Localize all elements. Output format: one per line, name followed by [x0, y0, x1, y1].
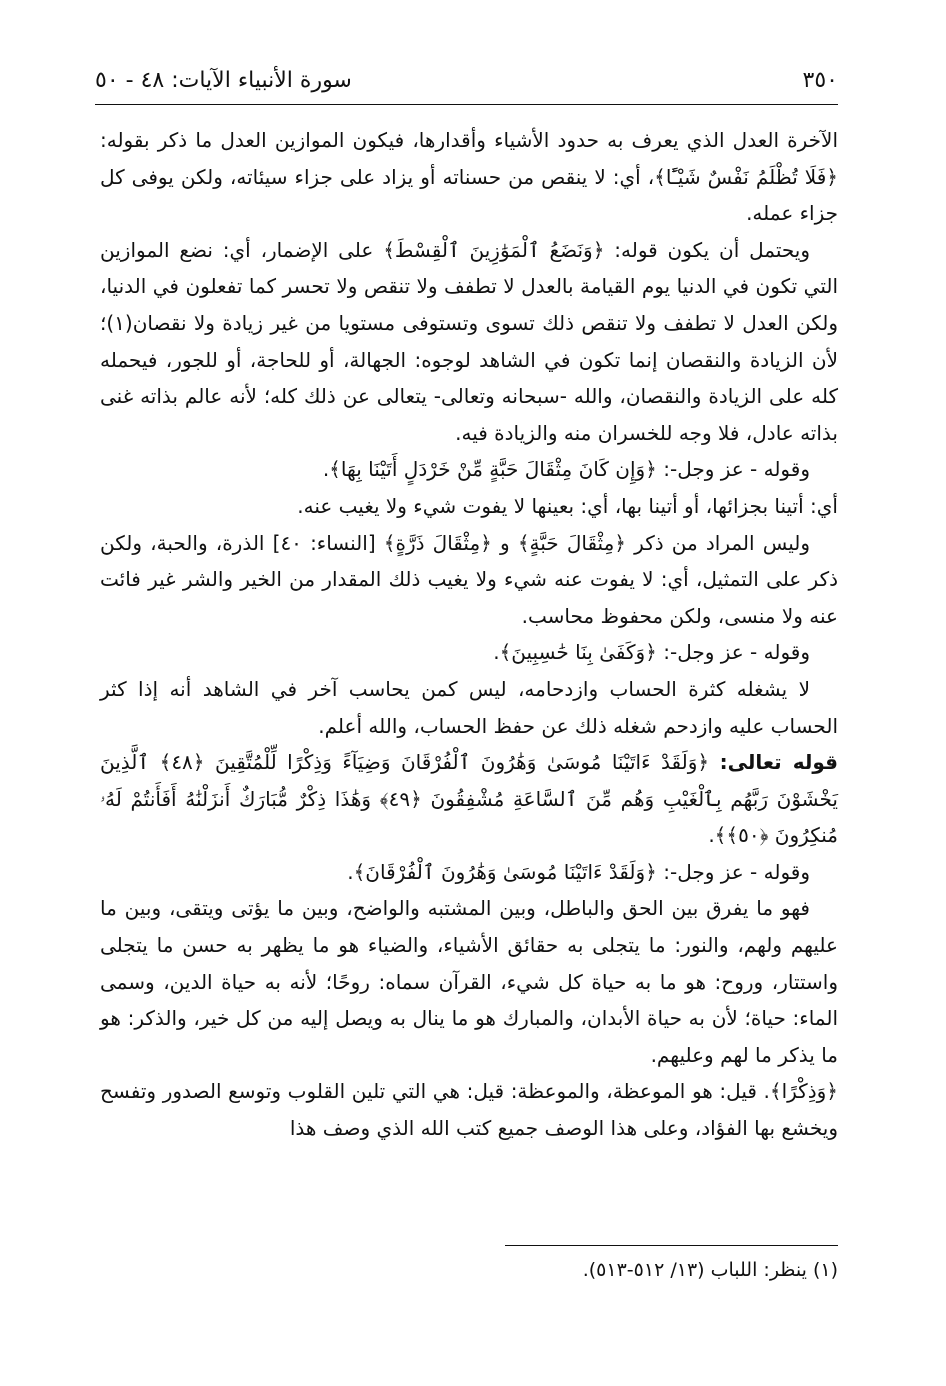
paragraph: وقوله - عز وجل-: ﴿وَلَقَدْ ءَاتَيْنَا مُوسَىٰ وَهَٰرُونَ ٱلْفُرْقَانَ﴾.: [347, 859, 810, 884]
paragraph: وليس المراد من ذكر ﴿مِثْقَالَ حَبَّةٍ﴾ و ﴿مِثْقَالَ ذَرَّةٍ﴾ [النساء: ٤٠] الذرة، والحبة، ولكن ذكر على التمثيل، أي: لا يفوت عنه شيء ولا يغيب ذلك المقدار من الخير والشر غير فائت عنه ولا منسى، ولكن محفوظ محاسب.: [100, 530, 838, 628]
paragraph: ويحتمل أن يكون قوله: ﴿وَنَضَعُ ٱلْمَوَٰزِينَ ٱلْقِسْطَ﴾ على الإضمار، أي: نضع الموازين التي تكون في الدنيا يوم القيامة بالعدل لا تطفف ولا تنقص ولا تحسر كما تفعلون في الدنيا، ولكن العدل لا تطفف ولا تنقص ذلك تسوى وتستوفى مستويا من غير زيادة ولا نقصان(١)؛ لأن الزيادة والنقصان إنما تكون في الشاهد لوجوه: الجهالة، أو للحاجة، أو للجور، فيحمله كله على الزيادة والنقصان، والله -سبحانه وتعالى- يتعالى عن ذلك كله؛ لأنه عالم بذاته غنى بذاته عادل، فلا وجه للخسران منه والزيادة فيه.: [100, 237, 838, 445]
paragraph: ﴿وَذِكْرًا﴾. قيل: هو الموعظة، والموعظة: قيل: هي التي تلين القلوب وتوسع الصدور وتفسح ويخشع بها الفؤاد، وعلى هذا الوصف جميع كتب الله الذي وصف هذا: [100, 1079, 838, 1141]
paragraph: الآخرة العدل الذي يعرف به حدود الأشياء وأقدارها، فيكون الموازين العدل ما ذكر بقوله: ﴿فَلَا تُظْلَمُ نَفْسٌ شَيْـًٔا﴾، أي: لا ينقص من حسناته أو يزاد على جزاء سيئاته، ولكن يوفى كل جزاء عمله.: [100, 128, 838, 226]
paragraph: وقوله - عز وجل-: ﴿وَكَفَىٰ بِنَا حَٰسِبِينَ﴾.: [493, 640, 810, 665]
paragraph: وقوله - عز وجل-: ﴿وَإِن كَانَ مِثْقَالَ حَبَّةٍ مِّنْ خَرْدَلٍ أَتَيْنَا بِهَا﴾.: [322, 457, 810, 482]
verse-text: ﴿وَلَقَدْ ءَاتَيْنَا مُوسَىٰ وَهَٰرُونَ ٱلْفُرْقَانَ وَضِيَآءً وَذِكْرًا لِّلْمُتَّقِينَ ﴿٤٨﴾ ٱلَّذِينَ يَخْشَوْنَ رَبَّهُم بِٱلْغَيْبِ وَهُم مِّنَ ٱلسَّاعَةِ مُشْفِقُونَ ﴿٤٩﴾ وَهَٰذَا ذِكْرٌ مُّبَارَكٌ أَنزَلْنَٰهُ أَفَأَنتُمْ لَهُۥ مُنكِرُونَ ﴿٥٠﴾﴾.: [100, 750, 838, 848]
header-divider: [95, 104, 838, 105]
verse-block: [100, 744, 838, 854]
main-text: [100, 122, 838, 1147]
paragraph: أي: أتينا بجزائها، أو أتينا بها، أي: بعينها لا يفوت شيء ولا يغيب عنه.: [297, 493, 838, 518]
running-title: سورة الأنبياء الآيات: ٤٨ - ٥٠: [95, 67, 352, 93]
paragraph: فهو ما يفرق بين الحق والباطل، وبين المشتبه والواضح، وبين ما يؤتى ويتقى، وبين ما عليهم ولهم، والنور: ما يتجلى به حقائق الأشياء، والضياء هو ما يظهر به حسن ما يتجلى واستتار، وروح: هو ما به حياة كل شيء، القرآن سماه: روحًا؛ لأنه به حياة الدين، وسمى الماء: حياة؛ لأن به حياة الأبدان، والمبارك هو ما ينال به ويصل إليه من كل خير، والذكر: هو ما يذكر ما لهم وعليهم.: [100, 896, 838, 1067]
paragraph: لا يشغله كثرة الحساب وازدحامه، ليس كمن يحاسب آخر في الشاهد أنه إذا كثر الحساب عليه وازدحم شغله ذلك عن حفظ الحساب، والله أعلم.: [100, 676, 838, 738]
verse-lead: قوله تعالى:: [719, 750, 839, 775]
page-number: ٣٥٠: [802, 67, 838, 93]
footnote-divider: [505, 1245, 838, 1246]
page-header: [95, 58, 838, 102]
footnote: (١) ينظر: اللباب (١٣/ ٥١٢-٥١٣).: [582, 1259, 838, 1281]
